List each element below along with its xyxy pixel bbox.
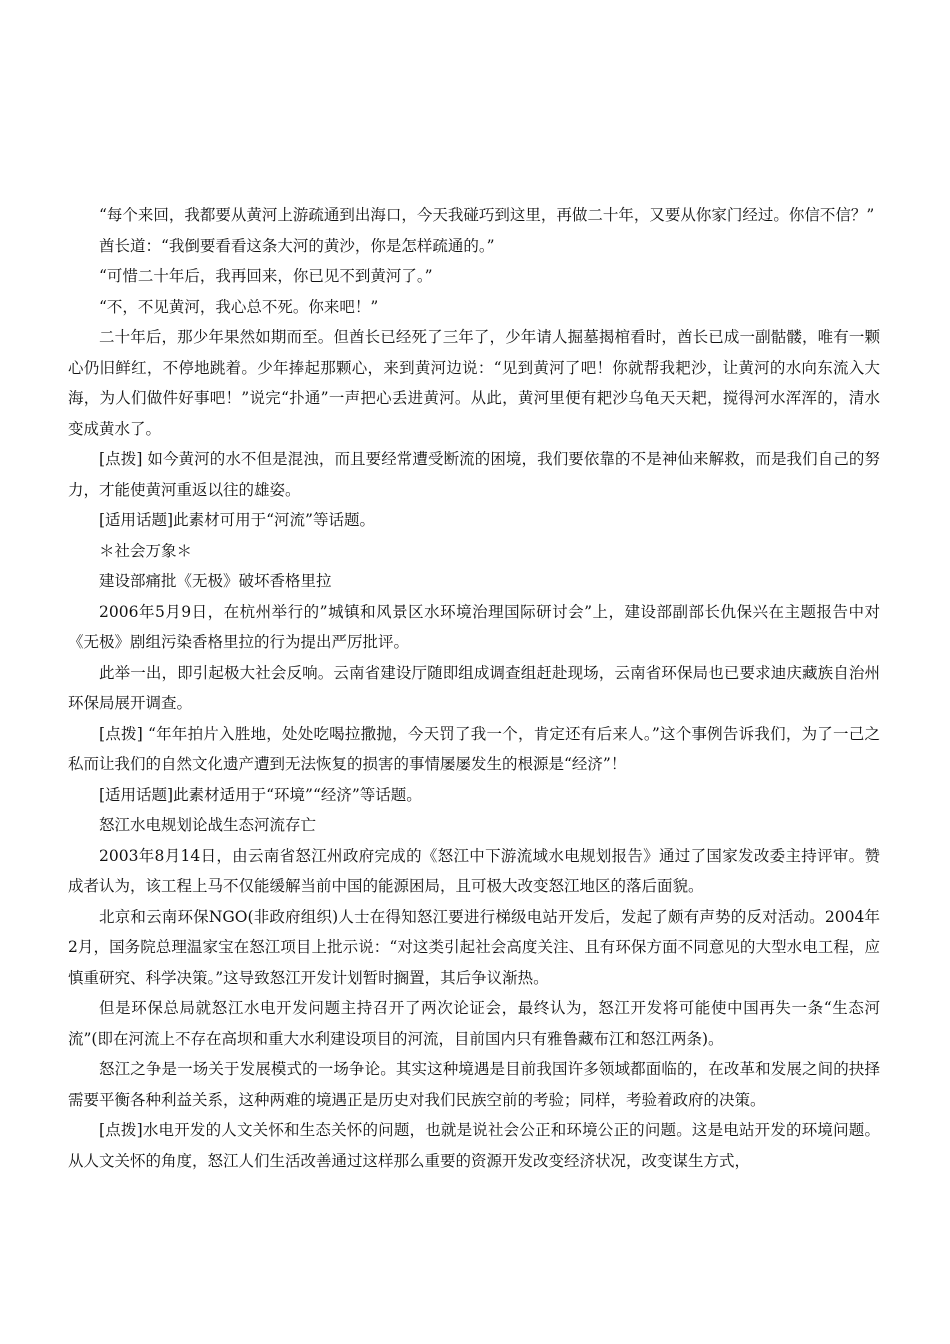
paragraph-nujiang-4: 怒江之争是一场关于发展模式的一场争论。其实这种境遇是目前我国许多领域都面临的，在改革和发展之间的抉择需要平衡各种利益关系，这种两难的境遇正是历史对我们民族空前的考验；同样，考验着政府的决策。: [68, 1060, 880, 1109]
article-title-nujiang: 怒江水电规划论战生态河流存亡: [99, 816, 317, 834]
paragraph-comment-wuji: [点拨] “年年拍片入胜地，处处吃喝拉撒抛，今天罚了我一个，肯定还有后来人。”这个事例告诉我们，为了一己之私而让我们的自然文化遗产遭到无法恢复的损害的事情屡屡发生的根源是“经济”！: [68, 724, 880, 773]
paragraph-nujiang-3: 但是环保总局就怒江水电开发问题主持召开了两次论证会，最终认为，怒江开发将可能使中国再失一条“生态河流”(即在河流上不存在高坝和重大水利建设项目的河流，目前国内只有雅鲁藏布江和怒江两条)。: [68, 999, 880, 1048]
paragraph-nujiang-2: 北京和云南环保NGO(非政府组织)人士在得知怒江要进行梯级电站开发后，发起了颇有声势的反对活动。2004年2月，国务院总理温家宝在怒江项目上批示说：“对这类引起社会高度关注、且有环保方面不同意见的大型水电工程，应慎重研究、科学决策。”这导致怒江开发计划暂时搁置，其后争议渐热。: [68, 907, 880, 987]
paragraph-topic-river: [适用话题]此素材可用于“河流”等话题。: [99, 511, 375, 529]
paragraph-dialogue-3: “可惜二十年后，我再回来，你已见不到黄河了。”: [99, 267, 433, 285]
document-page: [68, 200, 880, 1176]
paragraph-dialogue-1: “每个来回，我都要从黄河上游疏通到出海口，今天我碰巧到这里，再做二十年，又要从你家门经过。你信不信？”: [99, 206, 875, 224]
paragraph-wuji-1: 2006年5月9日，在杭州举行的”城镇和风景区水环境治理国际研讨会”上，建设部副部长仇保兴在主题报告中对《无极》剧组污染香格里拉的行为提出严厉批评。: [68, 602, 880, 651]
paragraph-nujiang-1: 2003年8月14日，由云南省怒江州政府完成的《怒江中下游流域水电规划报告》通过了国家发改委主持评审。赞成者认为，该工程上马不仅能缓解当前中国的能源困局，且可极大改变怒江地区的落后面貌。: [68, 846, 880, 895]
paragraph-dialogue-2: 酋长道：“我倒要看看这条大河的黄沙，你是怎样疏通的。”: [99, 236, 495, 255]
paragraph-topic-environment: [适用话题]此素材适用于“环境”“经济”等话题。: [99, 785, 422, 804]
paragraph-dialogue-4: “不，不见黄河，我心总不死。你来吧！”: [99, 297, 379, 316]
paragraph-story-ending: 二十年后，那少年果然如期而至。但酋长已经死了三年了，少年请人掘墓揭棺看时，酋长已成一副骷髅，唯有一颗心仍旧鲜红，不停地跳着。少年捧起那颗心，来到黄河边说：“见到黄河了吧！你就帮我耙沙，让黄河的水向东流入大海，为人们做件好事吧！”说完“扑通”一声把心丢进黄河。从此，黄河里便有耙沙乌龟天天耙，搅得河水浑浑的，清水变成黄水了。: [68, 328, 880, 438]
paragraph-wuji-2: 此举一出，即引起极大社会反响。云南省建设厅随即组成调查组赶赴现场，云南省环保局也已要求迪庆藏族自治州环保局展开调查。: [68, 663, 880, 712]
article-title-wuji: 建设部痛批《无极》破坏香格里拉: [99, 572, 332, 590]
paragraph-comment-yellow-river: [点拨] 如今黄河的水不但是混浊，而且要经常遭受断流的困境，我们要依靠的不是神仙来解救，而是我们自己的努力，才能使黄河重返以往的雄姿。: [68, 450, 880, 499]
section-heading-society: ＊社会万象＊: [99, 541, 193, 560]
paragraph-comment-nujiang: [点拨]水电开发的人文关怀和生态关怀的问题，也就是说社会公正和环境公正的问题。这是电站开发的环境问题。从人文关怀的角度，怒江人们生活改善通过这样那么重要的资源开发改变经济状况，改变谋生方式，: [68, 1121, 880, 1170]
